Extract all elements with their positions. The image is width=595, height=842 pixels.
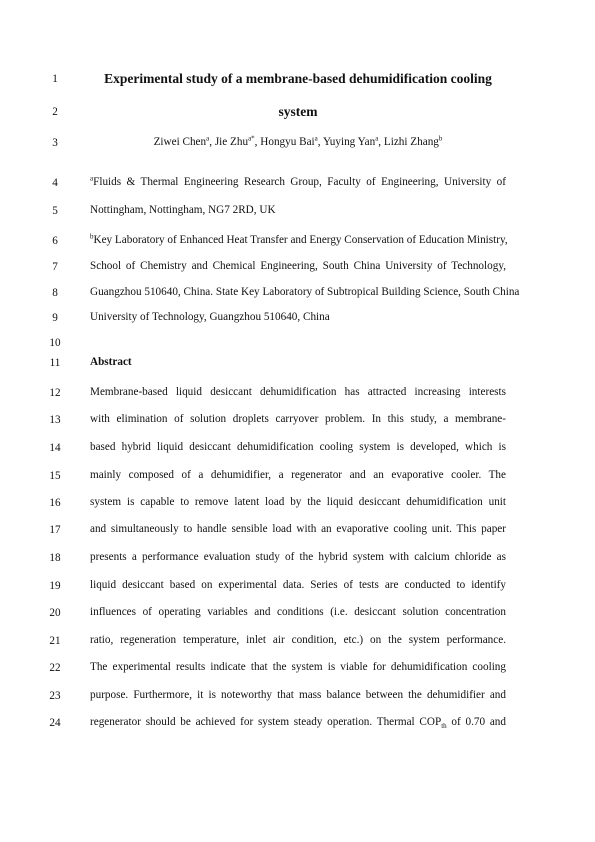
abstract-heading: Abstract [90, 356, 132, 368]
line-number: 3 [52, 137, 58, 149]
author-affiliation-mark: a [206, 134, 210, 143]
affiliation-mark: b [90, 232, 94, 241]
line-number: 18 [49, 552, 61, 564]
line-number: 8 [52, 287, 58, 299]
affiliation-b-line-1 [90, 234, 506, 246]
line-number: 15 [49, 470, 61, 482]
abstract-line: and simultaneously to handle sensible load with an evaporative cooling unit. This paper [90, 523, 506, 535]
line-number: 13 [49, 414, 61, 426]
author-name: Lizhi Zhang [383, 136, 439, 148]
line-number: 24 [49, 717, 61, 729]
line-number: 16 [49, 497, 61, 509]
abstract-line: The experimental results indicate that the system is viable for dehumidification cooling [90, 661, 506, 673]
abstract-line: purpose. Furthermore, it is noteworthy that mass balance between the dehumidifier and [90, 689, 506, 701]
affiliation-a-line-2: Nottingham, Nottingham, NG7 2RD, UK [90, 204, 276, 216]
affiliation-text: Fluids & Thermal Engineering Research Group, Faculty of Engineering, University of [93, 176, 506, 188]
line-number: 5 [52, 205, 58, 217]
abstract-line: influences of operating variables and conditions (i.e. desiccant solution concentration [90, 606, 506, 618]
abstract-line: mainly composed of a dehumidifier, a regenerator and an evaporative cooler. The [90, 469, 506, 481]
affiliation-mark: a [90, 174, 94, 183]
line-number: 9 [52, 312, 58, 324]
line-number: 10 [49, 337, 61, 349]
author-affiliation-mark: a* [248, 134, 255, 143]
line-number: 22 [49, 662, 61, 674]
abstract-line-last [90, 716, 506, 731]
line-number: 11 [49, 357, 61, 369]
line-number: 17 [49, 524, 61, 536]
paper-title-line-1: Experimental study of a membrane-based dehumidification cooling [104, 71, 492, 86]
abstract-line: presents a performance evaluation study of the hybrid system with calcium chloride as [90, 551, 506, 563]
author-name: Yuying Yan [322, 136, 376, 148]
subscript: th [441, 722, 447, 731]
line-number: 20 [49, 607, 61, 619]
line-number: 19 [49, 580, 61, 592]
author-list: Ziwei Chen$^a$, Jie Zhu$^{a*}$, Hongyu Bai$^a$, Yuying Yan$^a$, Lizhi Zhang$^b$ [153, 134, 443, 148]
abstract-text: of 0.70 and [446, 716, 506, 728]
author-affiliation-mark: a [314, 134, 318, 143]
abstract-line: based hybrid liquid desiccant dehumidification cooling system is developed, which is [90, 441, 506, 453]
line-number: 12 [49, 387, 61, 399]
author-name: Jie Zhu [214, 136, 249, 148]
affiliation-b-line-2: School of Chemistry and Chemical Engineering, South China University of Technology, [90, 260, 506, 272]
abstract-line: with elimination of solution droplets carryover problem. In this study, a membrane- [90, 413, 506, 425]
line-number: 23 [49, 690, 61, 702]
paper-title-line-2: system [278, 104, 318, 119]
line-number: 4 [52, 177, 58, 189]
abstract-line: Membrane-based liquid desiccant dehumidification has attracted increasing interests [90, 386, 506, 398]
abstract-line: liquid desiccant based on experimental data. Series of tests are conducted to identify [90, 579, 506, 591]
author-affiliation-mark: a [375, 134, 379, 143]
affiliation-b-line-3: Guangzhou 510640, China. State Key Laboratory of Subtropical Building Science, South China [90, 286, 520, 298]
affiliation-text: Key Laboratory of Enhanced Heat Transfer and Energy Conservation of Education Ministry, [93, 234, 508, 246]
line-number: 14 [49, 442, 61, 454]
author-name: Hongyu Bai [260, 136, 315, 148]
line-number: 21 [49, 635, 61, 647]
abstract-line: system is capable to remove latent load by the liquid desiccant dehumidification unit [90, 496, 506, 508]
abstract-text: regenerator should be achieved for system steady operation. Thermal COP [90, 716, 442, 728]
line-number: 2 [52, 106, 58, 118]
abstract-line: ratio, regeneration temperature, inlet air condition, etc.) on the system performance. [90, 634, 506, 646]
affiliation-a-line-1 [90, 176, 506, 188]
author-affiliation-mark: b [438, 134, 443, 143]
author-name: Ziwei Chen [153, 136, 207, 148]
affiliation-b-line-4: University of Technology, Guangzhou 510640, China [90, 311, 330, 323]
line-number: 6 [52, 235, 58, 247]
line-number: 7 [52, 261, 58, 273]
line-number: 1 [52, 73, 58, 85]
